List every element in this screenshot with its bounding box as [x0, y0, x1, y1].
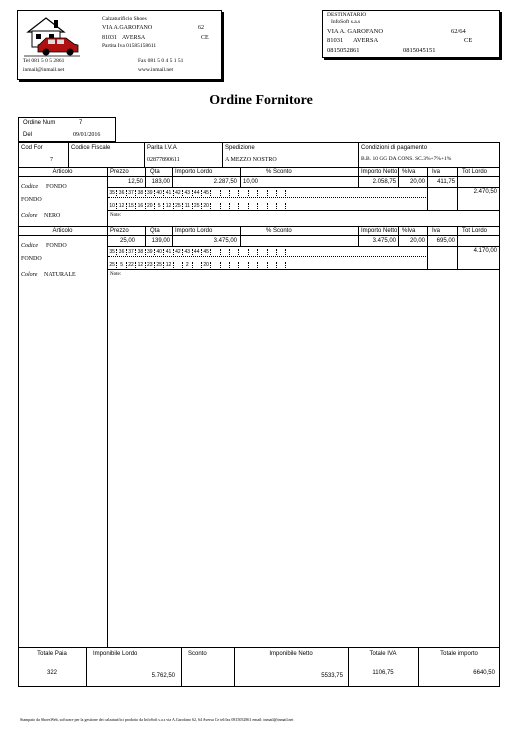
shipping-label: Spedizione: [225, 145, 255, 151]
size-qty-cell: 2: [183, 262, 192, 268]
size-qty-cell: 15: [127, 203, 136, 209]
size-cell: 38: [136, 190, 145, 196]
sender-city: AVERSA: [122, 35, 146, 41]
row1-sizes: [108, 190, 286, 196]
row1-total: 2.470,50: [473, 189, 497, 195]
size-cell: [239, 190, 248, 196]
payment-label: Condizioni di pagamento: [361, 145, 428, 151]
divider: [427, 226, 428, 269]
col-vat-rate: %Iva: [402, 169, 416, 175]
size-cell: [230, 190, 239, 196]
row1-gross: 2.287,50: [213, 179, 237, 185]
size-qty-cell: 12: [136, 262, 145, 268]
sender-name: Calzaturificio Shoes: [102, 16, 147, 22]
divider: [240, 226, 241, 246]
row2-code-label: Codice: [21, 243, 38, 249]
size-cell: 43: [183, 190, 192, 196]
document-title: Ordine Fornitore: [209, 93, 313, 108]
size-qty-cell: [230, 262, 239, 268]
col-qty: Qta: [150, 169, 160, 175]
size-qty-cell: [221, 203, 230, 209]
recipient-prov: CE: [464, 37, 473, 44]
size-qty-cell: 23: [146, 262, 155, 268]
size-cell: 39: [146, 190, 155, 196]
row1-code: FONDO: [46, 184, 67, 190]
size-qty-cell: 12: [164, 262, 173, 268]
size-qty-cell: [174, 262, 183, 268]
size-qty-cell: [268, 203, 277, 209]
size-qty-cell: 5: [155, 203, 164, 209]
size-cell: 36: [117, 249, 126, 255]
total-amount: 6640,50: [473, 670, 495, 676]
size-cell: [211, 190, 220, 196]
row2-code: FONDO: [46, 243, 67, 249]
size-qty-cell: [239, 203, 248, 209]
size-cell: 45: [202, 249, 211, 255]
size-qty-cell: 22: [127, 262, 136, 268]
size-cell: [277, 190, 286, 196]
row2-sizes: [108, 249, 286, 255]
row2-size-qtys: [108, 262, 286, 268]
size-cell: 42: [174, 249, 183, 255]
row1-color-label: Colore: [21, 213, 38, 219]
recipient-number: 62/64: [451, 28, 466, 35]
total-pairs: 322: [46, 670, 57, 676]
size-qty-cell: [193, 262, 202, 268]
size-qty-cell: [211, 203, 220, 209]
divider: [107, 269, 500, 270]
size-cell: [258, 190, 267, 196]
size-qty-cell: 11: [183, 203, 192, 209]
size-cell: 44: [193, 249, 202, 255]
size-qty-cell: [268, 262, 277, 268]
divider: [107, 210, 500, 211]
row2-total: 4.170,00: [473, 248, 497, 254]
fiscal-code-label: Codice Fiscale: [71, 145, 111, 151]
col-article: Articolo: [52, 169, 73, 175]
size-cell: [230, 249, 239, 255]
size-cell: [221, 190, 230, 196]
size-qty-cell: [249, 262, 258, 268]
size-cell: [211, 249, 220, 255]
col-net-2: Importo Netto: [361, 228, 398, 234]
col-vat-2: Iva: [432, 228, 441, 234]
size-qty-cell: [277, 203, 286, 209]
row1-desc: FONDO: [21, 197, 42, 203]
total-net-label: Imponibile Netto: [269, 651, 313, 657]
total-discount-label: Sconto: [188, 651, 207, 657]
size-cell: 35: [108, 249, 117, 255]
size-cell: 41: [164, 190, 173, 196]
row1-qty: 183,00: [151, 179, 170, 185]
size-cell: 40: [155, 249, 164, 255]
size-cell: 37: [127, 190, 136, 196]
col-price-2: Prezzo: [110, 228, 129, 234]
vat-number-label: Parita I.V.A: [147, 145, 177, 151]
size-cell: [249, 249, 258, 255]
size-cell: [268, 249, 277, 255]
size-cell: 35: [108, 190, 117, 196]
size-qty-cell: 20: [146, 203, 155, 209]
size-qty-cell: 16: [136, 203, 145, 209]
order-num: 7: [79, 120, 83, 126]
row2-color-label: Colore: [21, 272, 38, 278]
size-cell: 43: [183, 249, 192, 255]
row1-size-qtys: [108, 203, 286, 209]
size-qty-cell: [221, 262, 230, 268]
sender-web: www.inmail.net: [138, 67, 174, 73]
recipient-tel: 0815052861: [327, 47, 360, 54]
order-box: [18, 117, 116, 142]
vat-number: 02877890611: [147, 157, 180, 163]
sender-prov: CE: [201, 35, 209, 41]
sender-zip: 81031: [102, 35, 117, 41]
total-net: 5533,75: [321, 673, 343, 679]
size-cell: [221, 249, 230, 255]
col-vat: Iva: [432, 169, 441, 175]
row2-desc: FONDO: [21, 256, 42, 262]
divider: [427, 167, 428, 210]
col-qty-2: Qta: [150, 228, 160, 234]
order-date: 09/01/2016: [73, 132, 101, 138]
row1-vat: 411,75: [437, 179, 455, 185]
order-num-label: Ordine Num: [23, 120, 56, 126]
size-cell: 44: [193, 190, 202, 196]
col-discount-2: % Sconto: [266, 228, 292, 234]
size-qty-cell: 25: [174, 203, 183, 209]
size-cell: [249, 190, 258, 196]
total-vat-label: Totale IVA: [369, 651, 397, 657]
supplier-code-label: Cod For: [21, 145, 43, 151]
size-qty-cell: 25: [193, 203, 202, 209]
total-gross-label: Imponibile Lordo: [93, 651, 138, 657]
divider: [358, 142, 359, 167]
divider: [107, 187, 500, 188]
size-qty-cell: 20: [202, 203, 211, 209]
size-qty-cell: [258, 262, 267, 268]
row2-vat-rate: 20,00: [409, 238, 425, 244]
size-qty-cell: [230, 203, 239, 209]
size-cell: [258, 249, 267, 255]
row2-note-label: Note:: [110, 272, 122, 277]
size-cell: 45: [202, 190, 211, 196]
row2-gross: 3.475,00: [213, 238, 237, 244]
recipient-fax: 0815045151: [403, 47, 436, 54]
col-price: Prezzo: [110, 169, 129, 175]
shipping-value: A MEZZO NOSTRO: [225, 157, 277, 163]
size-qty-cell: 25: [108, 262, 117, 268]
col-discount: % Sconto: [266, 169, 292, 175]
row2-net: 3.475,00: [372, 238, 396, 244]
recipient-box: [322, 10, 500, 58]
size-qty-cell: 5: [117, 262, 126, 268]
divider: [240, 167, 241, 187]
recipient-city: AVERSA: [353, 37, 379, 44]
size-qty-cell: 25: [155, 262, 164, 268]
recipient-name: InfoSoft s.a.s: [331, 19, 361, 25]
divider: [108, 256, 426, 257]
size-qty-cell: [249, 203, 258, 209]
size-qty-cell: [277, 262, 286, 268]
total-gross: 5.762,50: [151, 673, 175, 679]
col-total: Tot Lordo: [462, 169, 488, 175]
divider: [86, 647, 87, 687]
col-gross-2: Importo Lordo: [175, 228, 213, 234]
divider: [68, 142, 69, 167]
size-cell: 38: [136, 249, 145, 255]
size-qty-cell: 12: [164, 203, 173, 209]
row2-price: 25,00: [119, 238, 135, 244]
sender-tel: Tel 081 5 0 5 2861: [23, 58, 65, 64]
row1-color: NERO: [44, 213, 61, 219]
sender-email: inmail@inmail.net: [23, 67, 65, 73]
row1-price: 12,50: [127, 179, 143, 185]
row2-vat: 695,00: [436, 238, 455, 244]
col-vat-rate-2: %Iva: [402, 228, 416, 234]
divider: [222, 142, 223, 167]
divider: [18, 647, 500, 648]
supplier-code: 7: [50, 157, 53, 163]
row1-code-label: Codice: [21, 184, 38, 190]
col-gross: Importo Lordo: [175, 169, 213, 175]
recipient-label: DESTINATARIO: [327, 12, 367, 18]
col-article-2: Articolo: [52, 228, 73, 234]
divider: [144, 142, 145, 167]
size-cell: 39: [146, 249, 155, 255]
order-date-label: Del: [23, 132, 33, 138]
payment-value: B.B. 10 GG DA CONS. SC.3%+7%+1%: [361, 156, 452, 162]
divider: [181, 647, 182, 687]
col-total-2: Tot Lordo: [462, 228, 488, 234]
size-cell: [277, 249, 286, 255]
row1-note-label: Note:: [110, 213, 122, 218]
size-cell: 42: [174, 190, 183, 196]
divider: [108, 197, 426, 198]
total-vat: 1106,75: [372, 670, 394, 676]
divider: [107, 246, 500, 247]
recipient-zip: 81031: [327, 37, 344, 44]
sender-vat: Partita Iva 01585158611: [102, 43, 157, 49]
size-cell: [239, 249, 248, 255]
total-pairs-label: Totale Paia: [37, 651, 67, 657]
sender-address: VIA A.GAROFANO: [102, 25, 153, 31]
row1-vat-rate: 20,00: [409, 179, 425, 185]
main-frame: [18, 142, 500, 687]
sender-number: 62: [198, 25, 204, 31]
col-net: Importo Netto: [361, 169, 398, 175]
size-qty-cell: 12: [117, 203, 126, 209]
size-cell: 40: [155, 190, 164, 196]
row1-discount: 10,00: [243, 179, 259, 185]
sender-box: [17, 10, 222, 80]
row2-color: NATURALE: [44, 272, 76, 278]
footer-text: Stampato da ShoesWeb, software per la gestione dei calzaturifici prodotto da InfoSoft s.a.s via A.Garofano 62, 64 Aversa Ce tel/fax 0815052861 email: inmail@inmail.net: [20, 717, 294, 722]
size-qty-cell: 10: [108, 203, 117, 209]
total-amount-label: Totale importo: [440, 651, 478, 657]
recipient-address: VIA A. GAROFANO: [327, 28, 384, 35]
size-cell: 37: [127, 249, 136, 255]
size-qty-cell: [258, 203, 267, 209]
sender-fax: Fax 081 5 0 4 5 1 51: [138, 58, 184, 64]
size-cell: 41: [164, 249, 173, 255]
size-qty-cell: [239, 262, 248, 268]
size-cell: 36: [117, 190, 126, 196]
row1-net: 2.058,75: [372, 179, 396, 185]
size-qty-cell: 20: [202, 262, 211, 268]
row2-qty: 139,00: [151, 238, 170, 244]
size-cell: [268, 190, 277, 196]
house-car-logo-icon: [22, 14, 82, 58]
size-qty-cell: [211, 262, 220, 268]
